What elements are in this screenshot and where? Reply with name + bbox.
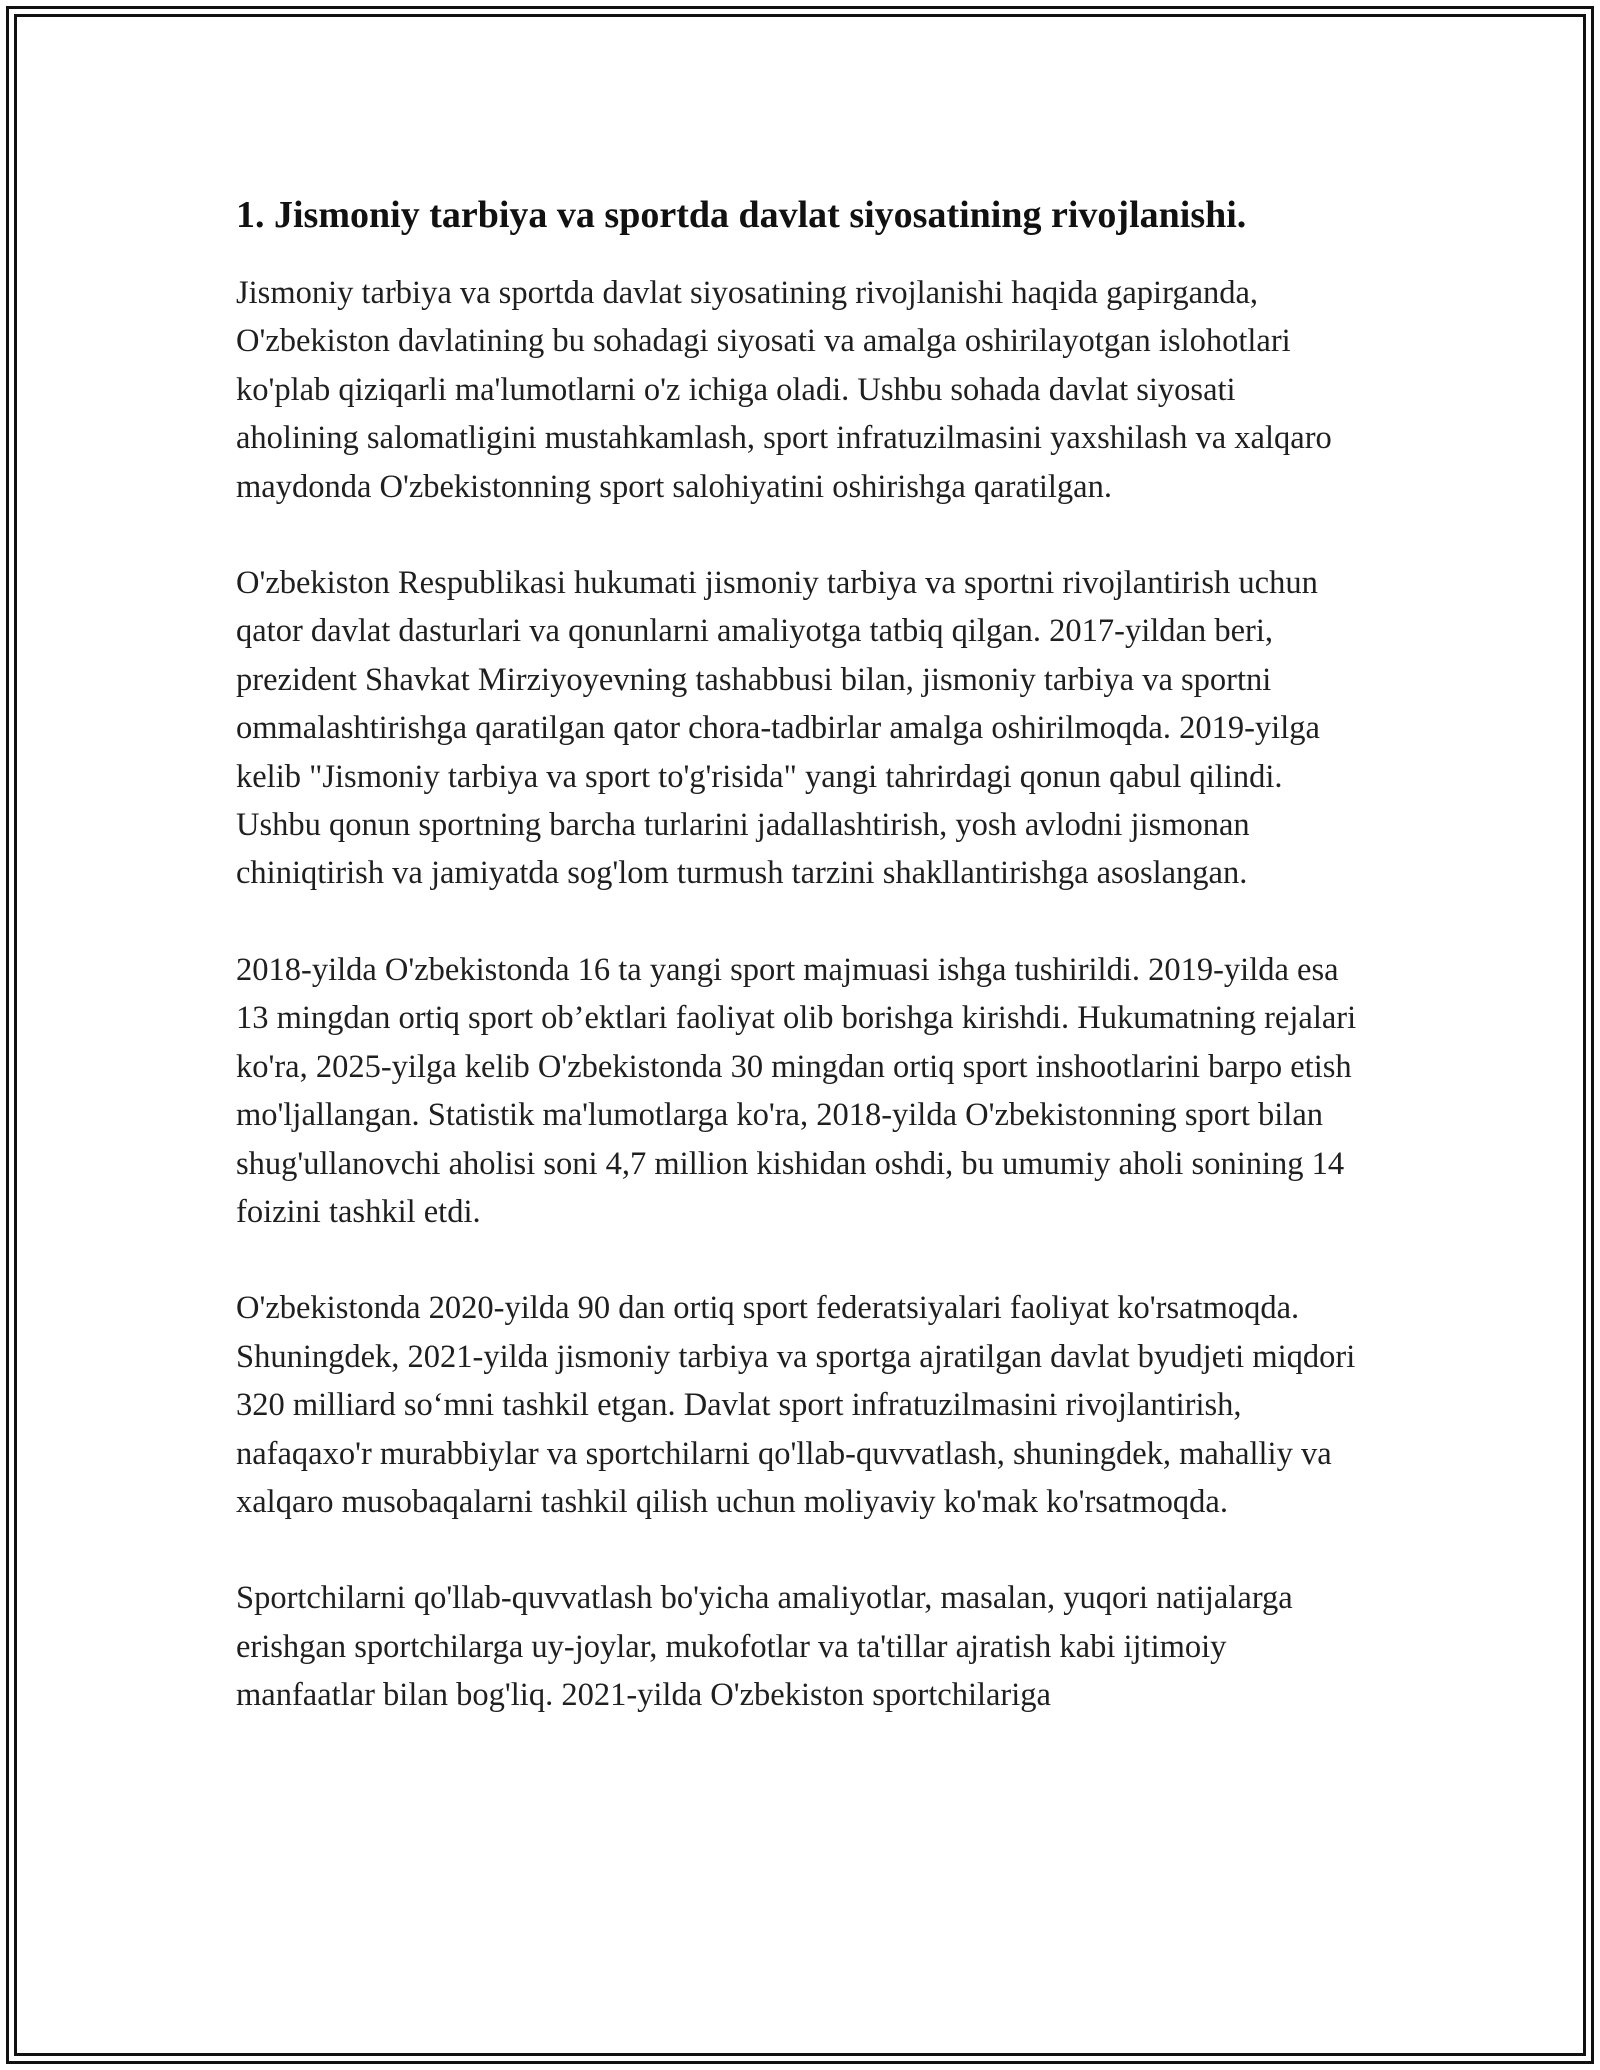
document-body bbox=[236, 185, 1366, 1768]
paragraph-1: Jismoniy tarbiya va sportda davlat siyosatining rivojlanishi haqida gapirganda, O'zbekiston davlatining bu sohadagi siyosati va amalga oshirilayotgan islohotlari ko'plab qiziqarli ma'lumotlarni o'z ichiga oladi. Ushbu sohada davlat siyosati aholining salomatligini mustahkamlash, sport infratuzilmasini yaxshilash va xalqaro maydonda O'zbekistonning sport salohiyatini oshirishga qaratilgan. bbox=[236, 275, 1332, 505]
section-heading: 1. Jismoniy tarbiya va sportda davlat siyosatining rivojlanishi. bbox=[236, 194, 1247, 236]
paragraph-4: O'zbekistonda 2020-yilda 90 dan ortiq sport federatsiyalari faoliyat ko'rsatmoqda. Shuningdek, 2021-yilda jismoniy tarbiya va sportga ajratilgan davlat byudjeti miqdori 320 milliard so‘mni tashkil etgan. Davlat sport infratuzilmasini rivojlantirish, nafaqaxo'r murabbiylar va sportchilarni qo'llab-quvvatlash, shuningdek, mahalliy va xalqaro musobaqalarni tashkil qilish uchun moliyaviy ko'mak ko'rsatmoqda. bbox=[236, 1290, 1356, 1520]
paragraph-5: Sportchilarni qo'llab-quvvatlash bo'yicha amaliyotlar, masalan, yuqori natijalarga erishgan sportchilarga uy-joylar, mukofotlar va ta'tillar ajratish kabi ijtimoiy manfaatlar bilan bog'liq. 2021-yilda O'zbekiston sportchilariga bbox=[236, 1580, 1293, 1714]
paragraph-2: O'zbekiston Respublikasi hukumati jismoniy tarbiya va sportni rivojlantirish uchun qator davlat dasturlari va qonunlarni amaliyotga tatbiq qilgan. 2017-yildan beri, prezident Shavkat Mirziyoyevning tashabbusi bilan, jismoniy tarbiya va sportni ommalashtirishga qaratilgan qator chora-tadbirlar amalga oshirilmoqda. 2019-yilga kelib "Jismoniy tarbiya va sport to'g'risida" yangi tahrirdagi qonun qabul qilindi. Ushbu qonun sportning barcha turlarini jadallashtirish, yosh avlodni jismonan chiniqtirish va jamiyatda sog'lom turmush tarzini shakllantirishga asoslangan. bbox=[236, 565, 1320, 892]
paragraph-3: 2018-yilda O'zbekistonda 16 ta yangi sport majmuasi ishga tushirildi. 2019-yilda esa 13 mingdan ortiq sport ob’ektlari faoliyat olib borishga kirishdi. Hukumatning rejalari ko'ra, 2025-yilga kelib O'zbekistonda 30 mingdan ortiq sport inshootlarini barpo etish mo'ljallangan. Statistik ma'lumotlarga ko'ra, 2018-yilda O'zbekistonning sport bilan shug'ullanovchi aholisi soni 4,7 million kishidan oshdi, bu umumiy aholi sonining 14 foizini tashkil etdi. bbox=[236, 951, 1357, 1230]
